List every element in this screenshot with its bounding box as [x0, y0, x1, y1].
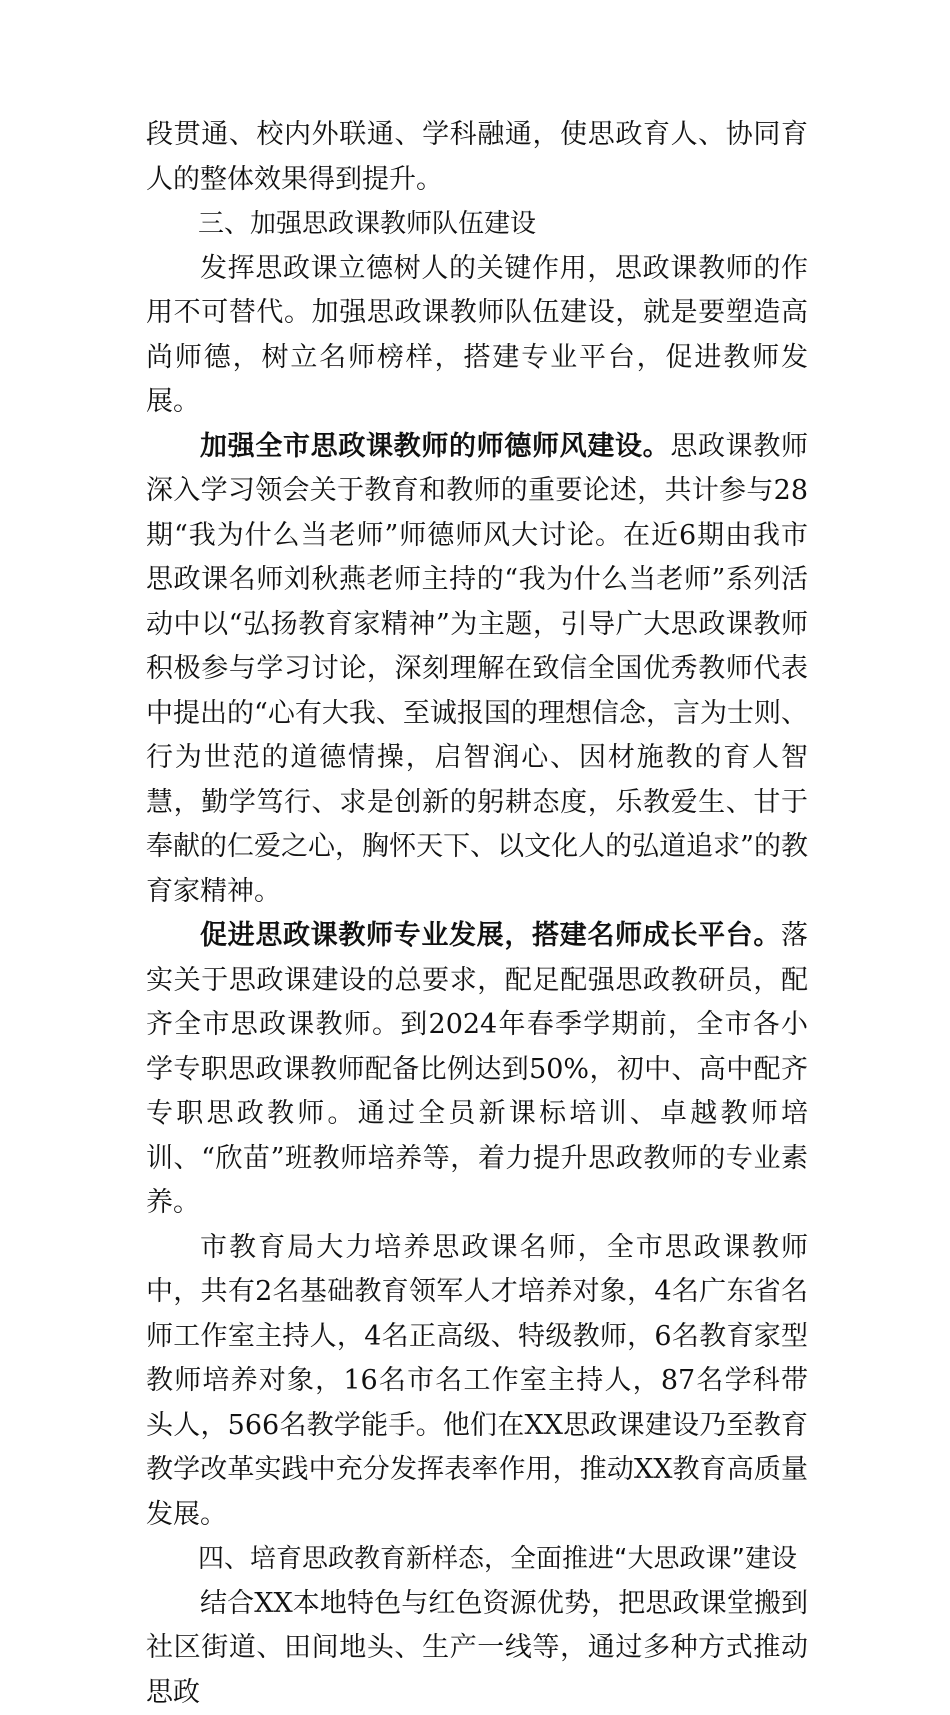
- paragraph-text: 发挥思政课立德树人的关键作用，思政课教师的作用不可替代。加强思政课教师队伍建设，就是要塑造高尚师德，树立名师榜样，搭建专业平台，促进教师发展。: [146, 253, 808, 418]
- paragraph-text: 结合XX本地特色与红色资源优势，把思政课堂搬到社区街道、田间地头、生产一线等，通过多种方式推动思政: [146, 1588, 808, 1708]
- paragraph-lead: 促进思政课教师专业发展，搭建名师成长平台。: [200, 920, 781, 951]
- paragraph-famous-teachers: [146, 1226, 808, 1538]
- paragraph-local-resources: [146, 1582, 808, 1715]
- paragraph-professional-development: [146, 914, 808, 1226]
- section-heading-4: [146, 1537, 808, 1582]
- paragraph-text: 思政课教师深入学习领会关于教育和教师的重要论述，共计参与28期“我为什么当老师”师德师风大讨论。在近6期由我市思政课名师刘秋燕老师主持的“我为什么当老师”系列活动中以“弘扬教育家精神”为主题，引导广大思政课教师积极参与学习讨论，深刻理解在致信全国优秀教师代表中提出的“心有大我、至诚报国的理想信念，言为士则、行为世范的道德情操，启智润心、因材施教的育人智慧，勤学笃行、求是创新的躬耕态度，乐教爱生、甘于奉献的仁爱之心，胸怀天下、以文化人的弘道追求”的教育家精神。: [146, 431, 808, 907]
- paragraph-teacher-ethics: [146, 425, 808, 915]
- paragraph-continuation: [146, 113, 808, 202]
- document-body: [146, 113, 808, 1715]
- heading-text: 四、培育思政教育新样态，全面推进“大思政课”建设: [198, 1544, 797, 1574]
- section-heading-3: [146, 202, 808, 247]
- heading-text: 三、加强思政课教师队伍建设: [198, 209, 536, 239]
- paragraph-text: 落实关于思政课建设的总要求，配足配强思政教研员，配齐全市思政课教师。到2024年春季学期前，全市各小学专职思政课教师配备比例达到50%，初中、高中配齐专职思政教师。通过全员新课标培训、卓越教师培训、“欣苗”班教师培养等，着力提升思政教师的专业素养。: [146, 920, 808, 1218]
- paragraph-lead: 加强全市思政课教师的师德师风建设。: [200, 431, 670, 462]
- paragraph-text: 段贯通、校内外联通、学科融通，使思政育人、协同育人的整体效果得到提升。: [146, 119, 808, 195]
- paragraph-text: 市教育局大力培养思政课名师，全市思政课教师中，共有2名基础教育领军人才培养对象，4名广东省名师工作室主持人，4名正高级、特级教师，6名教育家型教师培养对象，16名市名工作室主持人，87名学科带头人，566名教学能手。他们在XX思政课建设乃至教育教学改革实践中充分发挥表率作用，推动XX教育高质量发展。: [146, 1232, 808, 1530]
- paragraph-intro: [146, 247, 808, 425]
